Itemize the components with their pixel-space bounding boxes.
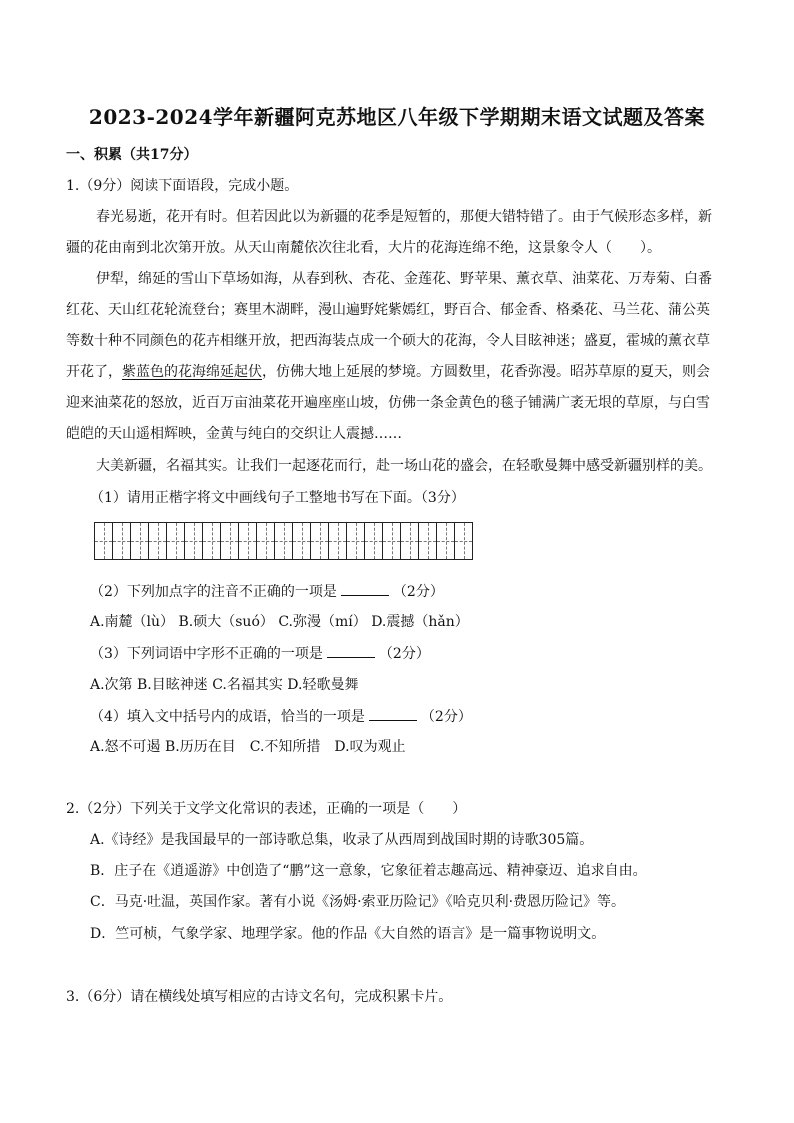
options-line: A.次第 B.目眩神迷 C.名福其实 D.轻歌曼舞 — [90, 677, 359, 693]
passage-line: 红花、天山红花轮流登台；赛里木湖畔，漫山遍野姹紫嫣红，野百合、郁金香、格桑花、马兰花、蒲公英 — [66, 302, 710, 318]
writing-cell[interactable] — [202, 522, 221, 560]
score-label: （2分） — [392, 584, 444, 600]
question-2-stem: 2.（2分）下列关于文学文化常识的表述，正确的一项是（ ） — [66, 801, 467, 817]
question-3-stem: 3.（6分）请在横线处填写相应的古诗文名句，完成积累卡片。 — [66, 989, 453, 1005]
writing-cell[interactable] — [400, 522, 419, 560]
sub-question-text: （3）下列词语中字形不正确的一项是 — [90, 646, 323, 662]
writing-cell[interactable] — [184, 522, 203, 560]
writing-cell[interactable] — [130, 522, 149, 560]
writing-cell[interactable] — [166, 522, 185, 560]
writing-cell[interactable] — [256, 522, 275, 560]
passage-line: 等数十种不同颜色的花卉相继开放，把西海装点成一个硕大的花海，令人目眩神迷；盛夏，霍城的薰衣草 — [66, 333, 710, 349]
passage-line: 迎来油菜花的怒放，近百万亩油菜花开遍座座山坡，仿佛一条金黄色的毯子铺满广袤无垠的草原，与白雪 — [66, 395, 710, 411]
writing-cell[interactable] — [418, 522, 437, 560]
passage-line: 大美新疆，名福其实。让我们一起逐花而行，赴一场山花的盛会，在轻歌曼舞中感受新疆别样的美。 — [96, 458, 712, 474]
options-line: A.怒不可遏 B.历历在目 C.不知所措 D.叹为观止 — [90, 739, 406, 755]
answer-blank[interactable] — [369, 706, 417, 721]
option-b: B．庄子在《逍遥游》中创造了“鹏”这一意象，它象征着志趣高远、精神豪迈、追求自由。 — [90, 863, 647, 879]
writing-cell[interactable] — [148, 522, 167, 560]
option-a: A.《诗经》是我国最早的一部诗歌总集，收录了从西周到战国时期的诗歌305篇。 — [90, 832, 594, 848]
passage-line: 皑皑的天山遥相辉映，金黄与纯白的交织让人震撼…… — [66, 426, 402, 442]
passage-line — [66, 362, 710, 382]
score-label: （2分） — [420, 709, 472, 725]
passage-text: ，仿佛大地上延展的梦境。方圆数里，花香弥漫。昭苏草原的夏天，则会 — [262, 364, 710, 380]
sub-question-3 — [90, 643, 430, 664]
writing-cell[interactable] — [310, 522, 329, 560]
passage-line: 伊犁，绵延的雪山下草场如海，从春到秋、杏花、金莲花、野苹果、薰衣草、油菜花、万寿菊、白番 — [96, 271, 712, 287]
sub-question-text: （2）下列加点字的注音不正确的一项是 — [90, 584, 337, 600]
answer-blank[interactable] — [327, 643, 375, 658]
writing-cell[interactable] — [274, 522, 293, 560]
page-title: 2023-2024学年新疆阿克苏地区八年级下学期期末语文试题及答案 — [88, 105, 706, 129]
option-d: D．竺可桢，气象学家、地理学家。他的作品《大自然的语言》是一篇事物说明文。 — [90, 926, 606, 942]
sub-question-text: （4）填入文中括号内的成语，恰当的一项是 — [90, 709, 365, 725]
writing-cell[interactable] — [364, 522, 383, 560]
passage-line: 春光易逝，花开有时。但若因此以为新疆的花季是短暂的，那便大错特错了。由于气候形态多样，新 — [96, 209, 712, 225]
answer-blank[interactable] — [341, 581, 389, 596]
writing-cell[interactable] — [382, 522, 401, 560]
sub-question-2 — [90, 581, 444, 602]
question-1-stem: 1.（9分）阅读下面语段，完成小题。 — [66, 178, 299, 194]
section-heading: 一、积累（共17分） — [66, 147, 198, 163]
writing-cell[interactable] — [94, 522, 113, 560]
passage-text: 开花了， — [66, 364, 122, 380]
writing-cell[interactable] — [238, 522, 257, 560]
sub-question-1: （1）请用正楷字将文中画线句子工整地书写在下面。（3分） — [90, 490, 465, 506]
writing-cell[interactable] — [112, 522, 131, 560]
underlined-sentence: 紫蓝色的花海绵延起伏 — [122, 364, 262, 380]
writing-cell[interactable] — [346, 522, 365, 560]
options-line: A.南麓（lù） B.硕大（suó） C.弥漫（mí） D.震撼（hǎn） — [90, 614, 469, 630]
writing-cell[interactable] — [292, 522, 311, 560]
passage-line: 疆的花由南到北次第开放。从天山南麓依次往北看，大片的花海连绵不绝，这景象令人（ ）。 — [66, 240, 661, 256]
writing-cell[interactable] — [220, 522, 239, 560]
sub-question-4 — [90, 706, 472, 727]
writing-cell[interactable] — [328, 522, 347, 560]
score-label: （2分） — [378, 646, 430, 662]
writing-grid[interactable] — [95, 522, 473, 560]
writing-cell[interactable] — [436, 522, 455, 560]
option-c: C．马克·吐温，英国作家。著有小说《汤姆·索亚历险记》《哈克贝利·费恩历险记》等。 — [90, 894, 626, 910]
writing-cell[interactable] — [454, 522, 473, 560]
